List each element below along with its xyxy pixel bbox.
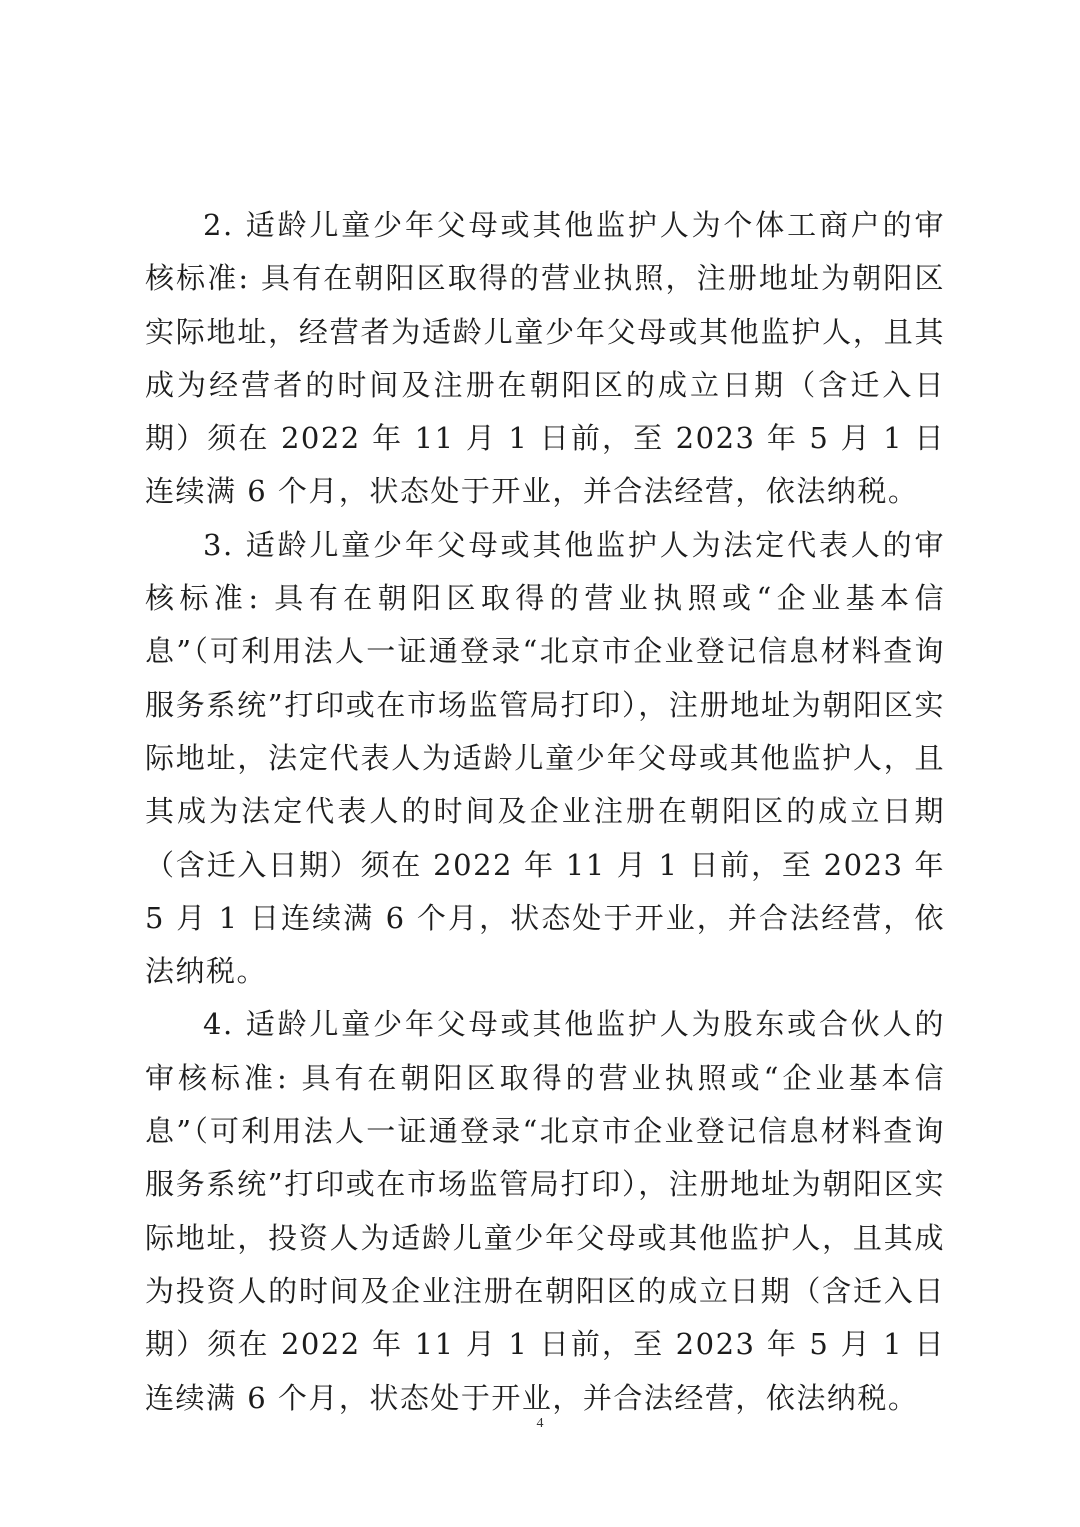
paragraph-item-3: 3. 适龄儿童少年父母或其他监护人为法定代表人的审核标准: 具有在朝阳区取得的营业执照或“企业基本信息”（可利用法人一证通登录“北京市企业登记信息材料查询服务系统”打印或在市场监管局打印），注册地址为朝阳区实际地址，法定代表人为适龄儿童少年父母或其他监护人，且其成为法定代表人的时间及企业注册在朝阳区的成立日期（含迁入日期）须在 2022 年 11 月 1 日前，至 2023 年 5 月 1 日连续满 6 个月，状态处于开业，并合法经营，依法纳税。 (145, 527, 945, 989)
paragraph-item-4: 4. 适龄儿童少年父母或其他监护人为股东或合伙人的审核标准: 具有在朝阳区取得的营业执照或“企业基本信息”（可利用法人一证通登录“北京市企业登记信息材料查询服务系统”打印或在市场监管局打印），注册地址为朝阳区实际地址，投资人为适龄儿童少年父母或其他监护人，且其成为投资人的时间及企业注册在朝阳区的成立日期（含迁入日期）须在 2022 年 11 月 1 日前，至 2023 年 5 月 1 日连续满 6 个月，状态处于开业，并合法经营，依法纳税。 (145, 1007, 945, 1415)
document-body (145, 199, 945, 1425)
paragraph-item-2: 2. 适龄儿童少年父母或其他监护人为个体工商户的审核标准: 具有在朝阳区取得的营业执照，注册地址为朝阳区实际地址，经营者为适龄儿童少年父母或其他监护人，且其成为经营者的时间及注册在朝阳区的成立日期（含迁入日期）须在 2022 年 11 月 1 日前，至 2023 年 5 月 1 日连续满 6 个月，状态处于开业，并合法经营，依法纳税。 (145, 208, 945, 509)
page-number: 4 (536, 1416, 544, 1431)
